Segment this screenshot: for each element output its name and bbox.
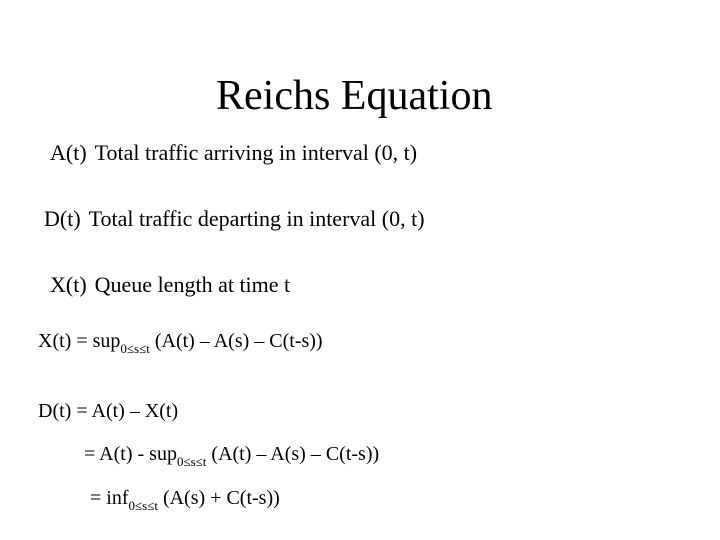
equation-subscript: 0≤s≤t — [120, 341, 150, 356]
definition-symbol: X(t) — [50, 272, 87, 297]
equation-departure-expanded — [84, 441, 379, 467]
equation-rhs: (A(t) – A(s) – C(t-s)) — [149, 330, 323, 352]
definition-text: Total traffic arriving in interval (0, t) — [94, 140, 418, 165]
definition-departure — [44, 206, 425, 232]
equation-lhs: = A(t) - sup — [84, 443, 177, 465]
definition-symbol: D(t) — [44, 206, 81, 231]
equation-departure: D(t) = A(t) – X(t) — [38, 400, 179, 422]
equation-departure-inf — [90, 485, 280, 511]
slide-title: Reichs Equation — [216, 73, 493, 119]
equation-lhs: = inf — [90, 487, 129, 509]
equation-queue-length — [38, 328, 323, 354]
definition-text: Queue length at time t — [94, 272, 291, 297]
definition-symbol: A(t) — [50, 140, 87, 165]
definition-queue — [50, 272, 290, 298]
definition-arrival — [50, 140, 417, 166]
equation-subscript: 0≤s≤t — [128, 498, 158, 513]
equation-rhs: (A(t) – A(s) – C(t-s)) — [206, 443, 380, 465]
equation-rhs: (A(s) + C(t-s)) — [157, 487, 280, 509]
definition-text: Total traffic departing in interval (0, t) — [88, 206, 425, 231]
equation-subscript: 0≤s≤t — [176, 454, 207, 469]
equation-lhs: X(t) = sup — [38, 330, 121, 352]
